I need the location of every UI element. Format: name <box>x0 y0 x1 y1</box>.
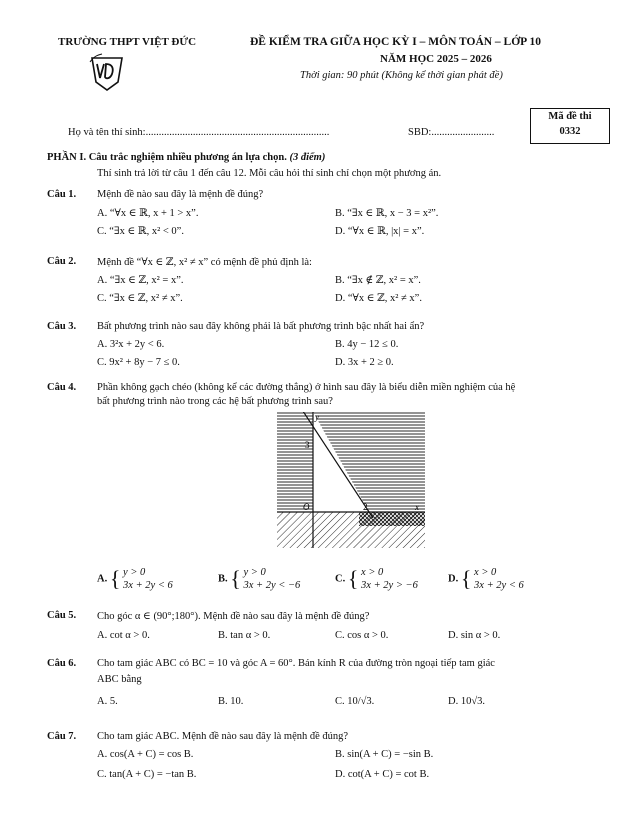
q1-stem: Mệnh đề nào sau đây là mệnh đề đúng? <box>97 189 264 200</box>
q3-option-d[interactable]: D. 3x + 2 ≥ 0. <box>335 357 394 368</box>
tick-label-2: 2 <box>363 502 368 512</box>
part1-title <box>47 152 325 163</box>
q4-stem-line2: bất phương trình nào trong các hệ bất phương trình sau? <box>97 396 333 407</box>
exam-code-box <box>530 108 610 144</box>
q5-option-d[interactable]: D. sin α > 0. <box>448 630 501 641</box>
q1-option-b[interactable]: B. “∃x ∈ ℝ, x − 3 = x²”. <box>335 208 439 219</box>
q5-option-b[interactable]: B. tan α > 0. <box>218 630 271 641</box>
y-axis-label: y <box>315 412 319 422</box>
q4-stem-line1: Phần không gạch chéo (không kể các đường thẳng) ở hình sau đây là biểu diễn miền nghiệm của hệ <box>97 382 516 393</box>
q6-stem-line2: ABC bằng <box>97 674 142 685</box>
q6-option-a[interactable]: A. 5. <box>97 696 118 707</box>
x-axis-label: x <box>415 502 419 512</box>
q4-option-d-letter: D. <box>448 573 459 585</box>
school-year: NĂM HỌC 2025 – 2026 <box>380 53 492 65</box>
origin-label: O <box>303 502 310 512</box>
q4-label: Câu 4. <box>47 382 77 393</box>
q7-stem: Cho tam giác ABC. Mệnh đề nào sau đây là mệnh đề đúng? <box>97 731 349 742</box>
q2-option-b[interactable]: B. “∃x ∉ ℤ, x² = x”. <box>335 275 421 286</box>
q4-option-c[interactable] <box>335 566 418 592</box>
q5-stem: Cho góc α ∈ (90°;180°). Mệnh đề nào sau đây là mệnh đề đúng? <box>97 611 370 622</box>
q3-option-a[interactable]: A. 3²x + 2y < 6. <box>97 339 165 350</box>
exam-title: ĐỀ KIỂM TRA GIỮA HỌC KỲ I – MÔN TOÁN – LỚP 10 <box>250 36 541 48</box>
q6-option-b[interactable]: B. 10. <box>218 696 244 707</box>
part1-points: (3 điểm) <box>289 152 326 163</box>
part1-instruction: Thí sinh trả lời từ câu 1 đến câu 12. Mỗi câu hỏi thí sinh chỉ chọn một phương án. <box>97 168 442 179</box>
q5-option-c[interactable]: C. cos α > 0. <box>335 630 389 641</box>
brace-icon: { <box>460 566 472 591</box>
q7-option-a[interactable]: A. cos(A + C) = cos B. <box>97 749 194 760</box>
q5-label: Câu 5. <box>47 610 77 621</box>
sbd-field[interactable]: SBD:........................ <box>408 127 495 138</box>
exam-code-label: Mã đề thi <box>548 111 592 122</box>
q7-option-c[interactable]: C. tan(A + C) = −tan B. <box>97 769 197 780</box>
q4-option-d[interactable] <box>448 566 524 592</box>
q4-option-a[interactable] <box>97 566 173 592</box>
q6-option-c[interactable]: C. 10/√3. <box>335 696 375 707</box>
q2-option-d[interactable]: D. “∀x ∈ ℤ, x² ≠ x”. <box>335 293 422 304</box>
q2-option-c[interactable]: C. “∃x ∈ ℤ, x² ≠ x”. <box>97 293 183 304</box>
school-name: TRƯỜNG THPT VIỆT ĐỨC <box>58 36 197 48</box>
q4-option-a-line2: 3x + 2y < 6 <box>123 580 173 591</box>
brace-icon: { <box>347 566 359 591</box>
q4-option-b-letter: B. <box>218 573 228 585</box>
q4-option-a-line1: y > 0 <box>123 567 146 578</box>
q1-option-c[interactable]: C. “∃x ∈ ℝ, x² < 0”. <box>97 226 184 237</box>
q4-option-b-line2: 3x + 2y < −6 <box>243 580 301 591</box>
q4-option-c-line2: 3x + 2y > −6 <box>361 580 418 591</box>
q1-label: Câu 1. <box>47 189 77 200</box>
q6-stem-line1: Cho tam giác ABC có BC = 10 và góc A = 60°. Bán kính R của đường tròn ngoại tiếp tam giác <box>97 658 495 669</box>
q4-option-c-letter: C. <box>335 573 346 585</box>
q1-option-a[interactable]: A. “∀x ∈ ℝ, x + 1 > x”. <box>97 208 199 219</box>
q7-option-b[interactable]: B. sin(A + C) = −sin B. <box>335 749 434 760</box>
q4-option-d-line1: x > 0 <box>474 567 497 578</box>
q3-option-b[interactable]: B. 4y − 12 ≤ 0. <box>335 339 399 350</box>
student-name-field[interactable]: Họ và tên thí sinh:...................................................................... <box>68 127 330 138</box>
q5-option-a[interactable]: A. cot α > 0. <box>97 630 150 641</box>
q3-stem: Bất phương trình nào sau đây không phải là bất phương trình bậc nhất hai ẩn? <box>97 321 425 332</box>
brace-icon: { <box>109 566 121 591</box>
q7-label: Câu 7. <box>47 731 77 742</box>
q3-label: Câu 3. <box>47 321 77 332</box>
q4-option-d-line2: 3x + 2y < 6 <box>474 580 524 591</box>
school-logo <box>88 52 126 92</box>
q6-option-d[interactable]: D. 10√3. <box>448 696 485 707</box>
part1-title-text: PHẦN I. Câu trắc nghiệm nhiều phương án lựa chọn. <box>47 152 287 163</box>
q4-option-b-line1: y > 0 <box>243 567 266 578</box>
brace-icon: { <box>230 566 241 591</box>
q2-option-a[interactable]: A. “∃x ∈ ℤ, x² = x”. <box>97 275 184 286</box>
q4-option-c-line1: x > 0 <box>361 567 384 578</box>
q2-stem: Mệnh đề “∀x ∈ ℤ, x² ≠ x” có mệnh đề phủ định là: <box>97 257 312 268</box>
q3-option-c[interactable]: C. 9x² + 8y − 7 ≤ 0. <box>97 357 180 368</box>
q4-option-b[interactable] <box>218 566 300 592</box>
q1-option-d[interactable]: D. “∀x ∈ ℝ, |x| = x”. <box>335 226 425 237</box>
q4-solution-region-figure <box>277 412 425 550</box>
q7-option-d[interactable]: D. cot(A + C) = cot B. <box>335 769 430 780</box>
exam-code-value: 0332 <box>559 126 581 137</box>
q6-label: Câu 6. <box>47 658 77 669</box>
q2-label: Câu 2. <box>47 256 77 267</box>
q4-option-a-letter: A. <box>97 573 108 585</box>
tick-label-3: 3 <box>305 440 310 450</box>
exam-time: Thời gian: 90 phút (Không kể thời gian phát đề) <box>300 70 503 81</box>
